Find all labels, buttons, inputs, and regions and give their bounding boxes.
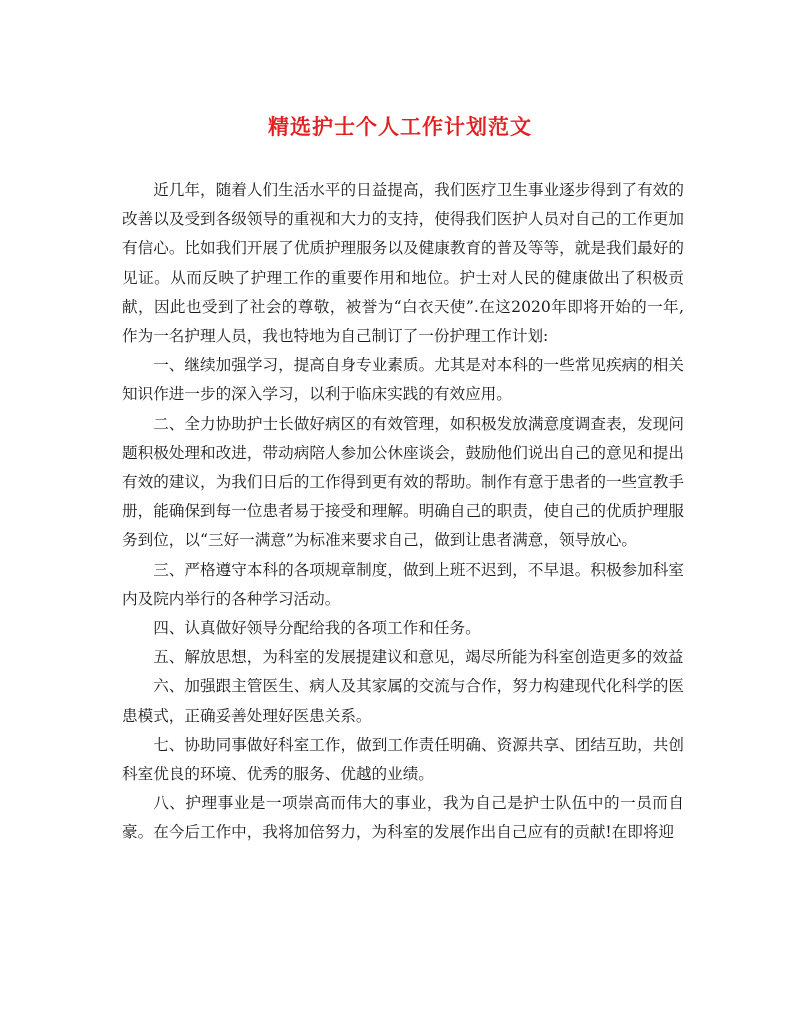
paragraph-item-6: 六、加强跟主管医生、病人及其家属的交流与合作，努力构建现代化科学的医患模式，正确妥善处理好医患关系。 [122,677,684,725]
document-body [122,176,684,848]
paragraph-item-3: 三、严格遵守本科的各项规章制度，做到上班不迟到，不早退。积极参加科室内及院内举行的各种学习活动。 [122,560,684,608]
paragraph-item-8: 八、护理事业是一项崇高而伟大的事业，我为自己是护士队伍中的一员而自豪。在今后工作中，我将加倍努力，为科室的发展作出自己应有的贡献!在即将迎 [122,794,684,842]
paragraph-intro: 近几年，随着人们生活水平的日益提高，我们医疗卫生事业逐步得到了有效的改善以及受到各级领导的重视和大力的支持，使得我们医护人员对自己的工作更加有信心。比如我们开展了优质护理服务以及健康教育的普及等等，就是我们最好的见证。从而反映了护理工作的重要作用和地位。护士对人民的健康做出了积极贡献，因此也受到了社会的尊敬，被誉为“白衣天使”.在这2020年即将开始的一年,作为一名护理人员，我也特地为自己制订了一份护理工作计划: [122,181,684,346]
document-title: 精选护士个人工作计划范文 [268,114,532,139]
paragraph-item-2: 二、全力协助护士长做好病区的有效管理，如积极发放满意度调查表，发现问题积极处理和改进，带动病陪人参加公休座谈会，鼓励他们说出自己的意见和提出有效的建议，为我们日后的工作得到更有效的帮助。制作有意于患者的一些宣教手册，能确保到每一位患者易于接受和理解。明确自己的职责，使自己的优质护理服务到位，以“三好一满意”为标准来要求自己，做到让患者满意，领导放心。 [122,414,684,550]
paragraph-item-5: 五、解放思想，为科室的发展提建议和意见，竭尽所能为科室创造更多的效益 [153,648,684,667]
paragraph-item-1: 一、继续加强学习，提高自身专业素质。尤其是对本科的一些常见疾病的相关知识作进一步的深入学习，以利于临床实践的有效应用。 [122,356,684,404]
paragraph-item-7: 七、协助同事做好科室工作，做到工作责任明确、资源共享、团结互助，共创科室优良的环境、优秀的服务、优越的业绩。 [122,735,684,784]
paragraph-item-4: 四、认真做好领导分配给我的各项工作和任务。 [153,619,481,638]
